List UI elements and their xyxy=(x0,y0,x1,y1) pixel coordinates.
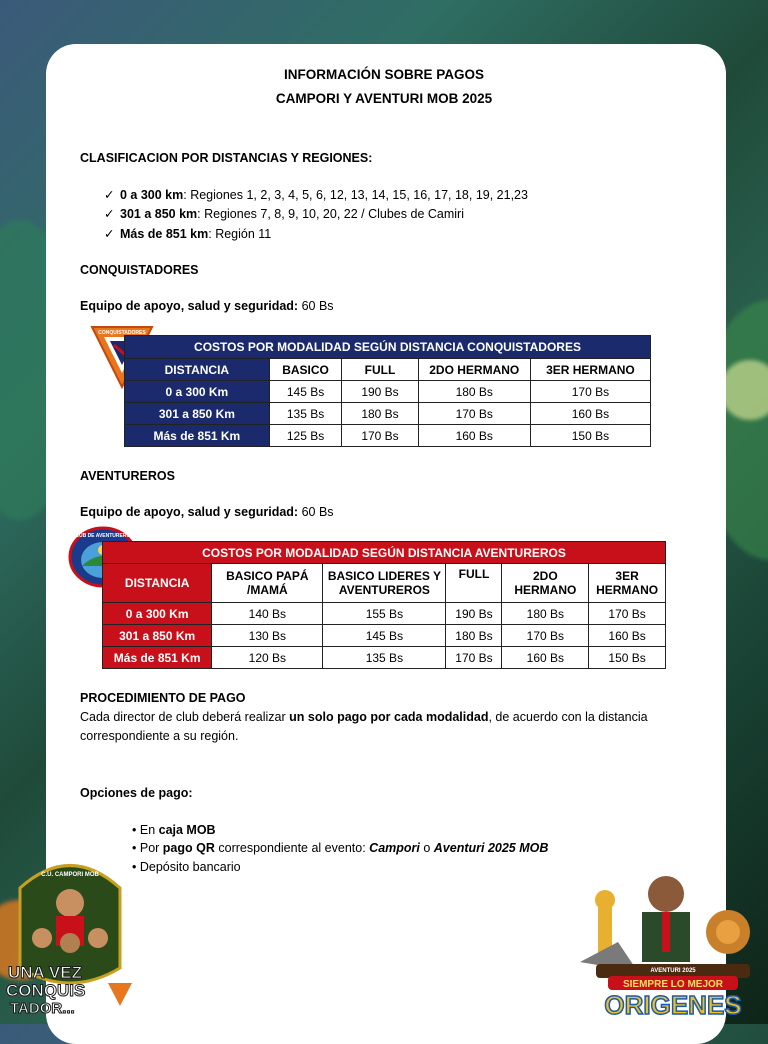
procedure-text: correspondiente a su región. xyxy=(80,729,239,743)
payment-option: • En caja MOB xyxy=(132,823,216,837)
table-row xyxy=(125,381,651,403)
bullet-icon: • xyxy=(132,823,140,837)
aventureros-cost-table xyxy=(102,541,666,669)
column-header: 2DO HERMANO xyxy=(418,359,530,381)
column-header: 3ER HERMANO xyxy=(530,359,650,381)
table-cell: 120 Bs xyxy=(212,647,323,669)
row-header: Más de 851 Km xyxy=(103,647,212,669)
badge-text: CLUB DE AVENTUREROS xyxy=(72,533,134,539)
column-header: FULL xyxy=(342,359,418,381)
procedure-text: Cada director de club deberá realizar un solo pago por cada modalidad, de acuerdo con la distancia xyxy=(80,710,648,724)
table-cell: 145 Bs xyxy=(269,381,342,403)
table-cell: 180 Bs xyxy=(502,603,589,625)
classification-item: ✓ 301 a 850 km: Regiones 7, 8, 9, 10, 20, 22 / Clubes de Camiri xyxy=(104,207,464,221)
table-cell: 170 Bs xyxy=(446,647,502,669)
check-icon: ✓ xyxy=(104,188,115,202)
column-header: 2DO HERMANO xyxy=(502,564,589,603)
payment-option: • Por pago QR correspondiente al evento: Campori o Aventuri 2025 MOB xyxy=(132,841,549,855)
aventureros-heading: AVENTUREROS xyxy=(80,469,175,483)
table-row xyxy=(103,647,666,669)
table-cell: 170 Bs xyxy=(342,425,418,447)
logo-text: C.U. CAMPORI MOB xyxy=(41,872,99,878)
table-cell: 130 Bs xyxy=(212,625,323,647)
table-cell: 190 Bs xyxy=(446,603,502,625)
table-cell: 150 Bs xyxy=(530,425,650,447)
classification-heading: CLASIFICACION POR DISTANCIAS Y REGIONES: xyxy=(80,151,373,165)
table-row xyxy=(103,625,666,647)
classification-item: ✓ Más de 851 km: Región 11 xyxy=(104,227,272,241)
row-header: 301 a 850 Km xyxy=(125,403,270,425)
column-header: DISTANCIA xyxy=(103,564,212,603)
column-header: 3ER HERMANO xyxy=(589,564,666,603)
page-title: INFORMACIÓN SOBRE PAGOS xyxy=(283,67,484,82)
table-cell: 160 Bs xyxy=(589,625,666,647)
bullet-icon: • xyxy=(132,841,140,855)
logo-text: TADOR... xyxy=(10,1000,75,1017)
table-caption: COSTOS POR MODALIDAD SEGÚN DISTANCIA CONQUISTADORES xyxy=(125,336,651,359)
column-header: BASICO PAPÁ /MAMÁ xyxy=(212,564,323,603)
table-row xyxy=(125,425,651,447)
row-header: 301 a 850 Km xyxy=(103,625,212,647)
page-subtitle: CAMPORI Y AVENTURI MOB 2025 xyxy=(275,91,493,106)
row-header: 0 a 300 Km xyxy=(103,603,212,625)
logo-text: UNA VEZ xyxy=(8,963,82,982)
table-cell: 160 Bs xyxy=(502,647,589,669)
payment-option: • Depósito bancario xyxy=(132,860,241,874)
table-cell: 160 Bs xyxy=(418,425,530,447)
check-icon: ✓ xyxy=(104,207,115,221)
table-cell: 140 Bs xyxy=(212,603,323,625)
conquistadores-cost-table xyxy=(124,335,651,447)
classification-item: ✓ 0 a 300 km: Regiones 1, 2, 3, 4, 5, 6, 12, 13, 14, 15, 16, 17, 18, 19, 21,23 xyxy=(104,188,528,202)
table-row xyxy=(103,603,666,625)
table-cell: 170 Bs xyxy=(502,625,589,647)
row-header: 0 a 300 Km xyxy=(125,381,270,403)
payment-options-heading: Opciones de pago: xyxy=(80,786,193,800)
check-icon: ✓ xyxy=(104,227,115,241)
column-header: FULL xyxy=(446,564,502,603)
column-header: DISTANCIA xyxy=(125,359,270,381)
table-cell: 160 Bs xyxy=(530,403,650,425)
bullet-icon: • xyxy=(132,860,140,874)
procedure-heading: PROCEDIMIENTO DE PAGO xyxy=(80,691,246,705)
table-cell: 170 Bs xyxy=(530,381,650,403)
table-cell: 135 Bs xyxy=(323,647,446,669)
column-header: BASICO xyxy=(269,359,342,381)
campori-logo xyxy=(0,848,140,1018)
conquistadores-support: Equipo de apoyo, salud y seguridad: 60 Bs xyxy=(80,299,334,313)
table-cell: 155 Bs xyxy=(323,603,446,625)
column-header: BASICO LIDERES Y AVENTUREROS xyxy=(323,564,446,603)
conquistadores-heading: CONQUISTADORES xyxy=(80,263,199,277)
table-cell: 150 Bs xyxy=(589,647,666,669)
logo-text: ORIGENES xyxy=(604,990,742,1020)
table-row xyxy=(125,403,651,425)
aventureros-support: Equipo de apoyo, salud y seguridad: 60 Bs xyxy=(80,505,334,519)
logo-text: SIEMPRE LO MEJOR xyxy=(622,979,724,990)
table-cell: 180 Bs xyxy=(418,381,530,403)
table-caption: COSTOS POR MODALIDAD SEGÚN DISTANCIA AVENTUREROS xyxy=(103,542,666,564)
badge-text: CONQUISTADORES xyxy=(98,330,146,336)
table-cell: 180 Bs xyxy=(342,403,418,425)
aventuri-logo xyxy=(578,872,768,1024)
table-cell: 170 Bs xyxy=(418,403,530,425)
table-cell: 180 Bs xyxy=(446,625,502,647)
row-header: Más de 851 Km xyxy=(125,425,270,447)
table-cell: 170 Bs xyxy=(589,603,666,625)
table-cell: 135 Bs xyxy=(269,403,342,425)
table-cell: 190 Bs xyxy=(342,381,418,403)
logo-text: AVENTURI 2025 xyxy=(650,968,696,974)
table-cell: 125 Bs xyxy=(269,425,342,447)
logo-text: CONQUIS xyxy=(6,981,86,1000)
table-cell: 145 Bs xyxy=(323,625,446,647)
